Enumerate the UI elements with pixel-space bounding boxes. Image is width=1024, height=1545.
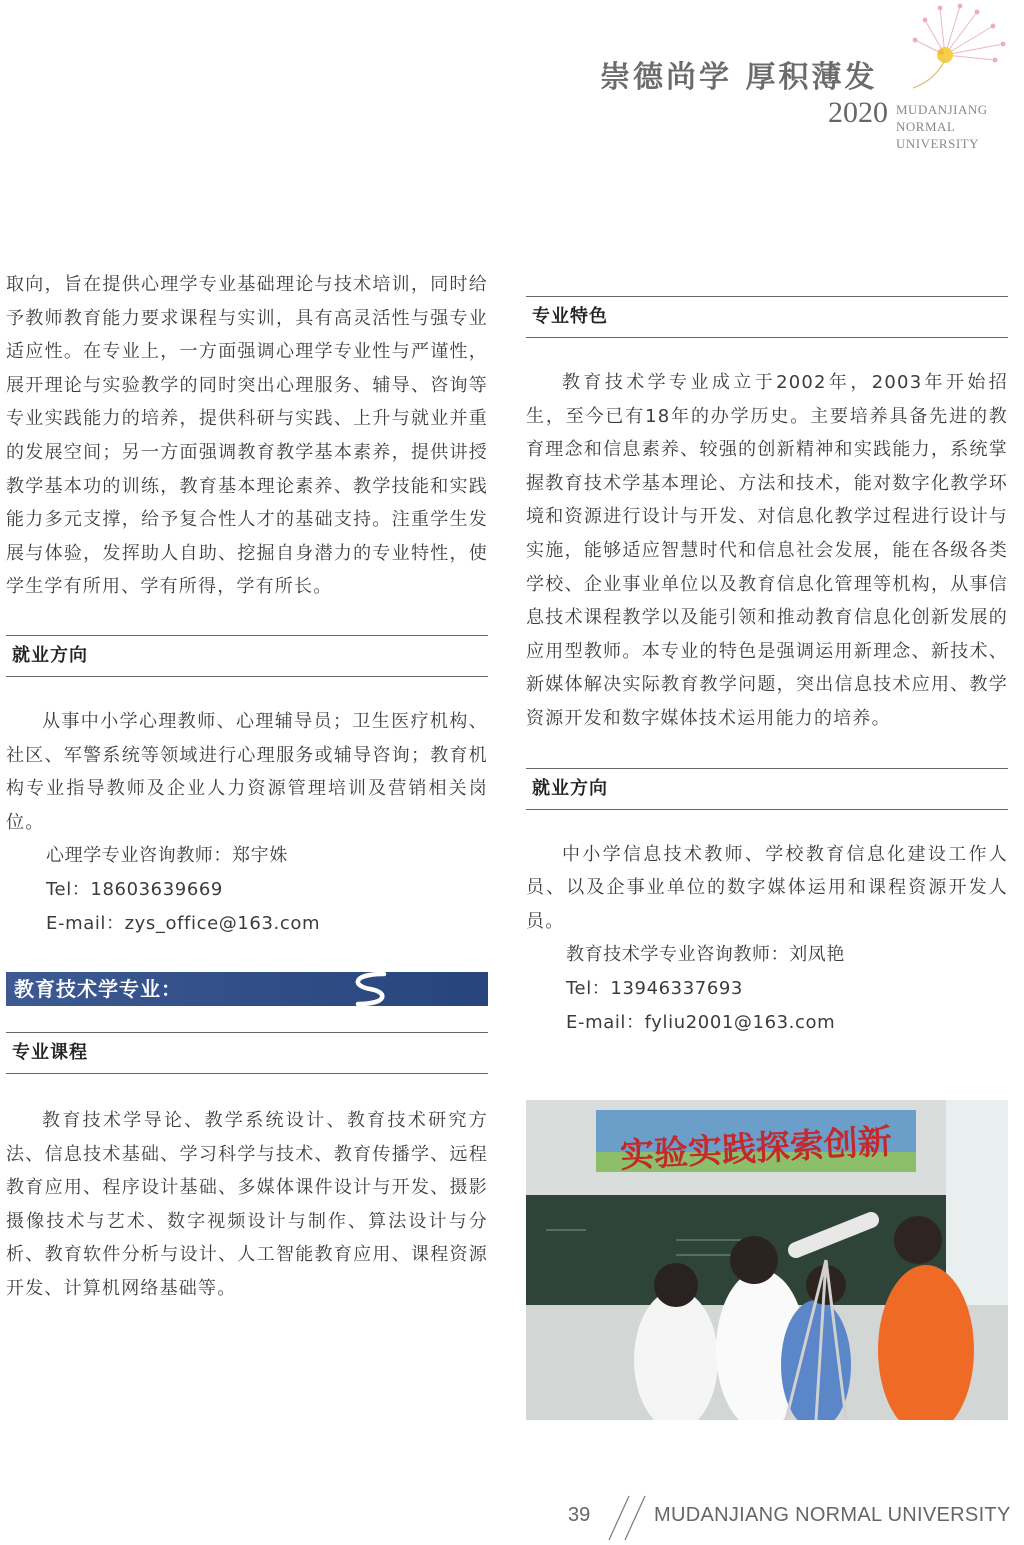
edtech-features-heading: 专业特色: [526, 296, 1008, 338]
edtech-employment-heading: 就业方向: [526, 768, 1008, 810]
edtech-major-banner: [6, 972, 488, 1006]
footer-university-name: MUDANJIANG NORMAL UNIVERSITY: [654, 1504, 1011, 1526]
edtech-courses-heading: 专业课程: [6, 1032, 488, 1074]
page-number: 39: [568, 1504, 591, 1526]
classroom-photo: [526, 1100, 1008, 1420]
edtech-contact-email: E-mail：fyliu2001@163.com: [566, 1011, 836, 1033]
header-year: 2020: [828, 96, 888, 129]
psychology-employment-heading: 就业方向: [6, 635, 488, 677]
right-column: [526, 296, 1008, 1039]
header-university-line-3: UNIVERSITY: [896, 136, 979, 151]
photo-banner-text: 实验实践探索创新: [619, 1121, 893, 1177]
footer-slash-decoration: [605, 1494, 649, 1542]
header-university-name: [896, 101, 1016, 152]
psychology-contact-teacher: 心理学专业咨询教师：郑宇姝: [46, 845, 288, 867]
edtech-features-text: 教育技术学专业成立于2002年，2003年开始招生，至今已有18年的办学历史。主要培养具备先进的教育理念和信息素养、较强的创新精神和实践能力，系统掌握教育技术学基本理论、方法和技术，能对数字化教学环境和资源进行设计与开发、对信息化教学过程进行设计与实施，能够适应智慧时代和信息社会发展，能在各级各类学校、企业事业单位以及教育信息化管理等机构，从事信息技术课程教学以及能引领和推动教育信息化创新发展的应用型教师。本专业的特色是强调运用新理念、新技术、新媒体解决实际教育教学问题，突出信息技术应用、教学资源开发和数字媒体技术运用能力的培养。: [526, 372, 1008, 729]
psychology-contact-tel: Tel：18603639669: [46, 878, 223, 900]
edtech-contact-tel: Tel：13946337693: [566, 977, 743, 999]
edtech-major-title: 教育技术学专业：: [14, 977, 182, 1002]
header-university-line-2: NORMAL: [896, 119, 956, 134]
flower-decoration: [905, 0, 1024, 90]
left-column: [6, 268, 488, 1306]
edtech-courses-text: 教育技术学导论、教学系统设计、教育技术研究方法、信息技术基础、学习科学与技术、教育传播学、远程教育应用、程序设计基础、多媒体课件设计与开发、摄影摄像技术与艺术、数字视频设计与制作、算法设计与分析、教育软件分析与设计、人工智能教育应用、课程资源开发、计算机网络基础等。: [6, 1110, 488, 1300]
edtech-contact-teacher: 教育技术学专业咨询教师：刘凤艳: [566, 944, 845, 966]
header-slogan: 崇德尚学 厚积薄发: [600, 60, 878, 95]
header-university-line-1: MUDANJIANG: [896, 102, 988, 117]
psychology-intro-text: 取向，旨在提供心理学专业基础理论与技术培训，同时给予教师教育能力要求课程与实训，具有高灵活性与强专业适应性。在专业上，一方面强调心理学专业性与严谨性，展开理论与实验教学的同时突出心理服务、辅导、咨询等专业实践能力的培养，提供科研与实践、上升与就业并重的发展空间；另一方面强调教育教学基本素养，提供讲授教学基本功的训练，教育基本理论素养、教学技能和实践能力多元支撑，给予复合性人才的基础支持。注重学生发展与体验，发挥助人自助、挖掘自身潜力的专业特性，使学生学有所用、学有所得，学有所长。: [6, 274, 488, 598]
swoosh-decoration: [344, 972, 404, 1006]
psychology-employment-text: 从事中小学心理教师、心理辅导员；卫生医疗机构、社区、军警系统等领域进行心理服务或辅导咨询；教育机构专业指导教师及企业人力资源管理培训及营销相关岗位。: [6, 710, 488, 833]
psychology-contact-email: E-mail：zys_office@163.com: [46, 912, 321, 934]
edtech-employment-text: 中小学信息技术教师、学校教育信息化建设工作人员、以及企事业单位的数字媒体运用和课程资源开发人员。: [526, 843, 1008, 932]
